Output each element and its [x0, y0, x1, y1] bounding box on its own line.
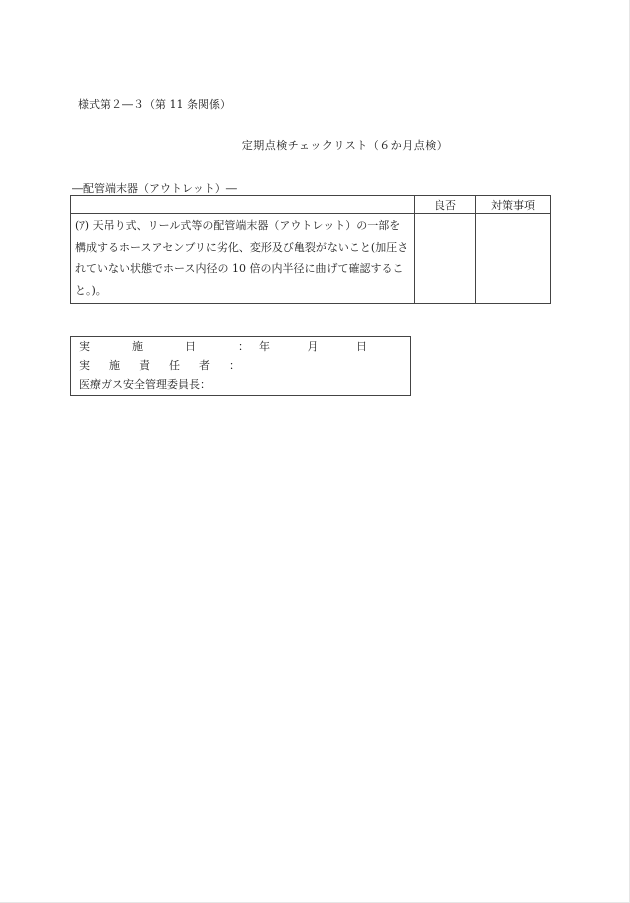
- measure-cell[interactable]: [476, 214, 551, 304]
- form-number: 様式第２―３（第 11 条関係）: [78, 98, 231, 111]
- item-text: (ｱ) 天吊り式、リール式等の配管端末器（アウトレット）の一部を構成するホースアセンブリに劣化、変形及び亀裂がないこと(加圧されていない状態でホース内径の 10 倍の内半径に曲げて確認すること。)。: [75, 219, 409, 297]
- table-header-row: [71, 196, 551, 214]
- document-title: 定期点検チェックリスト（６か月点検）: [241, 139, 449, 152]
- ok-cell[interactable]: [415, 214, 476, 304]
- table-row: [71, 214, 551, 304]
- header-measure: 対策事項: [476, 196, 551, 214]
- committee-label: 医療ガス安全管理委員長: [79, 378, 200, 391]
- month-label: 月: [307, 340, 319, 353]
- date-colon: ：: [238, 340, 249, 353]
- day-label: 日: [356, 340, 367, 353]
- item-cell: [71, 214, 415, 304]
- responsible-colon: ：: [229, 359, 240, 372]
- section-heading: ―配管端末器（アウトレット）―: [72, 182, 237, 195]
- signature-box: [70, 336, 411, 396]
- year-label: 年: [259, 340, 270, 353]
- date-line: [79, 338, 367, 356]
- responsible-label: 実施責任者: [79, 359, 229, 372]
- date-parts: [259, 338, 401, 356]
- date-label: 実施日: [79, 340, 238, 353]
- checklist-table: [70, 195, 551, 304]
- header-item: [71, 196, 415, 214]
- responsible-line: [79, 357, 240, 375]
- committee-line: [79, 376, 211, 394]
- committee-colon: ：: [200, 378, 211, 391]
- header-ok: 良否: [415, 196, 476, 214]
